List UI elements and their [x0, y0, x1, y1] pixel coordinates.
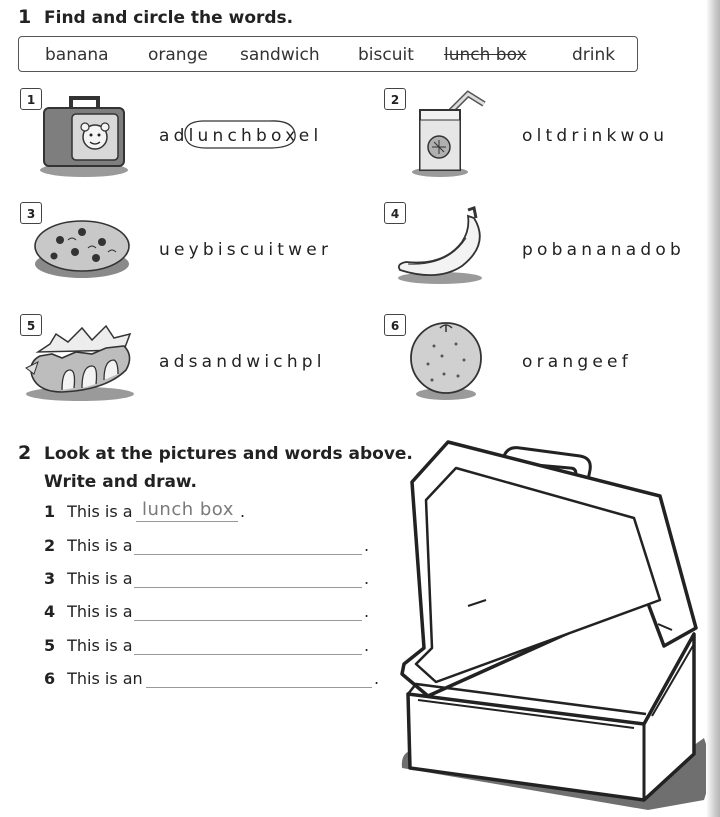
item-number-box: 1	[20, 88, 42, 110]
letter-string-6: orangeef	[522, 352, 632, 372]
word-bank	[18, 36, 638, 72]
biscuit-icon	[30, 212, 134, 282]
sentence-2	[44, 536, 133, 555]
word-bank-biscuit: biscuit	[358, 45, 414, 65]
item-number-box: 5	[20, 314, 42, 336]
sentence-text: This is a	[67, 636, 133, 655]
letter-string-3: ueybiscuitwer	[159, 240, 333, 260]
sentence-text: This is a	[67, 569, 133, 588]
sentence-number: 4	[44, 602, 56, 621]
answer-line-5[interactable]	[134, 654, 362, 655]
sentence-period: .	[364, 636, 370, 655]
exercise-1-title: Find and circle the words.	[44, 8, 294, 28]
answer-line-2[interactable]	[134, 554, 362, 555]
word-bank-sandwich: sandwich	[240, 45, 320, 65]
item-number-box: 6	[384, 314, 406, 336]
sentence-number: 1	[44, 502, 56, 521]
sentence-6	[44, 669, 143, 688]
banana-icon	[392, 204, 496, 288]
answer-field-1[interactable]: lunch box	[142, 499, 234, 520]
letter-string-4: pobananadob	[522, 240, 685, 260]
lunch-box-icon	[36, 92, 132, 178]
page-edge-shadow	[706, 0, 720, 817]
exercise-1-number: 1	[18, 6, 32, 28]
sandwich-icon	[22, 318, 140, 404]
open-lunch-box-outline[interactable]	[398, 438, 714, 814]
sentence-number: 5	[44, 636, 56, 655]
sentence-4	[44, 602, 133, 621]
drink-carton-icon	[408, 90, 498, 180]
sentence-3	[44, 569, 133, 588]
sentence-number: 6	[44, 669, 56, 688]
sentence-text: This is a	[67, 602, 133, 621]
answer-line-1[interactable]	[136, 521, 238, 522]
exercise-2-subtitle: Write and draw.	[44, 472, 197, 492]
letter-string-1: adlunchboxel	[159, 126, 323, 146]
sentence-text: This is an	[67, 669, 143, 688]
sentence-period: .	[364, 602, 370, 621]
sentence-number: 3	[44, 569, 56, 588]
letter-string-2: oltdrinkwou	[522, 126, 669, 146]
sentence-period: .	[364, 569, 370, 588]
item-number-box: 2	[384, 88, 406, 110]
word-bank-orange: orange	[148, 45, 208, 65]
sentence-period: .	[374, 669, 380, 688]
answer-line-4[interactable]	[134, 620, 362, 621]
item-number-box: 3	[20, 202, 42, 224]
word-bank-banana: banana	[45, 45, 109, 65]
exercise-2-number: 2	[18, 442, 32, 464]
circled-example-lunchbox	[176, 117, 302, 153]
sentence-period: .	[364, 536, 370, 555]
sentence-text: This is a	[67, 502, 133, 521]
answer-line-3[interactable]	[134, 587, 362, 588]
word-bank-lunch-box: lunch box	[444, 45, 527, 65]
letter-string-5: adsandwichpl	[159, 352, 326, 372]
sentence-number: 2	[44, 536, 56, 555]
exercise-2-title: Look at the pictures and words above.	[44, 444, 413, 464]
word-bank-drink: drink	[572, 45, 616, 65]
item-number-box: 4	[384, 202, 406, 224]
orange-icon	[404, 318, 488, 404]
sentence-period: .	[240, 502, 246, 521]
sentence-text: This is a	[67, 536, 133, 555]
sentence-1	[44, 502, 133, 521]
sentence-5	[44, 636, 133, 655]
answer-line-6[interactable]	[146, 687, 372, 688]
